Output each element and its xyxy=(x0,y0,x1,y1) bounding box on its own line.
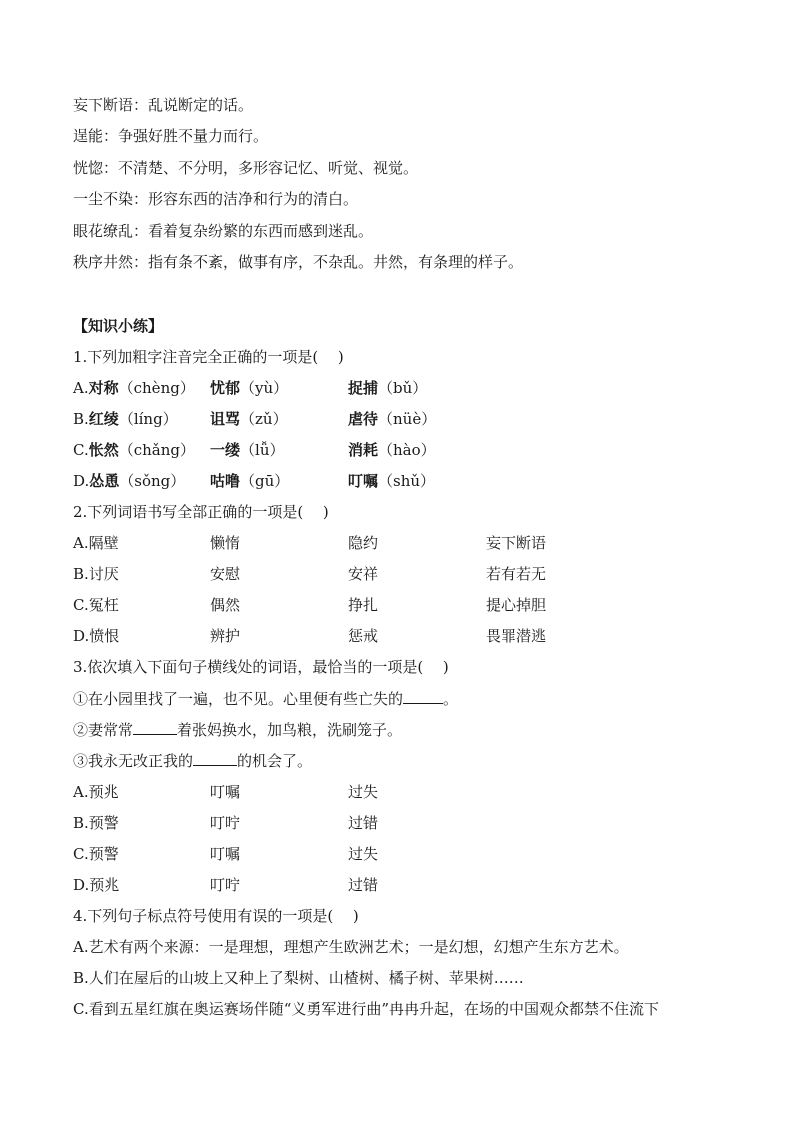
option-word: 辨护 xyxy=(210,627,241,645)
option-word: 隐约 xyxy=(348,534,379,552)
option-word: 隔壁 xyxy=(88,534,119,552)
pinyin: （chǎng） xyxy=(118,441,196,459)
sentence-text: ②妻常常 xyxy=(73,721,134,739)
option-label: C. xyxy=(73,441,89,459)
option-word: 惩戒 xyxy=(348,627,379,645)
option-label: A. xyxy=(73,534,89,552)
pinyin: （líng） xyxy=(118,410,178,428)
option-word: 妄下断语 xyxy=(486,534,547,552)
option-label: A. xyxy=(73,379,89,397)
option-word: 过错 xyxy=(348,876,379,894)
option-label: B. xyxy=(73,814,89,832)
fill-sentence xyxy=(73,751,312,771)
pinyin: （bǔ） xyxy=(378,379,428,397)
option-word: 捉捕 xyxy=(348,379,379,397)
option-word: 过失 xyxy=(348,845,379,863)
option-label: C. xyxy=(73,596,89,614)
option-label: B. xyxy=(73,565,89,583)
definition-line: 恍惚：不清楚、不分明，多形容记忆、听觉、视觉。 xyxy=(73,159,419,177)
pinyin: （sǒng） xyxy=(119,472,186,490)
option-label: D. xyxy=(73,876,90,894)
option-word: 若有若无 xyxy=(486,565,547,583)
option-word: 叮咛 xyxy=(210,876,241,894)
definition-line: 逞能：争强好胜不量力而行。 xyxy=(73,127,269,145)
option-word: 预警 xyxy=(88,814,119,832)
definition-line: 眼花缭乱：看着复杂纷繁的东西而感到迷乱。 xyxy=(73,222,374,240)
option-word: 叮嘱 xyxy=(210,783,241,801)
pinyin: （hào） xyxy=(378,441,436,459)
option-word: 讨厌 xyxy=(88,565,119,583)
pinyin: （yù） xyxy=(240,379,289,397)
option-label: B. xyxy=(73,410,89,428)
option-label: C. xyxy=(73,845,89,863)
option-word: 怂恿 xyxy=(89,472,120,490)
definition-line: 秩序井然：指有条不紊，做事有序，不杂乱。井然，有条理的样子。 xyxy=(73,253,524,271)
option-word: 过错 xyxy=(348,814,379,832)
pinyin: （lǚ） xyxy=(240,441,285,459)
option-word: 预警 xyxy=(88,845,119,863)
fill-sentence xyxy=(73,720,402,740)
fill-sentence xyxy=(73,689,458,709)
question-stem: 2.下列词语书写全部正确的一项是( ) xyxy=(73,503,329,521)
question-stem: 1.下列加粗字注音完全正确的一项是( ) xyxy=(73,348,344,366)
option-word: 预兆 xyxy=(88,783,119,801)
option-word: 红绫 xyxy=(88,410,119,428)
option-label: A. xyxy=(73,783,89,801)
option-word: 安慰 xyxy=(210,565,241,583)
q4-option-b: B.人们在屋后的山坡上又种上了梨树、山楂树、橘子树、苹果树…… xyxy=(73,969,524,987)
option-word: 对称 xyxy=(88,379,119,397)
definition-line: 一尘不染：形容东西的洁净和行为的清白。 xyxy=(73,190,359,208)
pinyin: （zǔ） xyxy=(240,410,288,428)
pinyin: （nüè） xyxy=(378,410,437,428)
answer-blank xyxy=(133,720,177,735)
pinyin: （chèng） xyxy=(118,379,195,397)
option-word: 叮嘱 xyxy=(210,845,241,863)
option-word: 偶然 xyxy=(210,596,241,614)
option-word: 挣扎 xyxy=(348,596,379,614)
pinyin: （shǔ） xyxy=(378,472,436,490)
answer-blank xyxy=(403,689,443,704)
question-stem: 3.依次填入下面句子横线处的词语，最恰当的一项是( ) xyxy=(73,658,449,676)
option-word: 安祥 xyxy=(348,565,379,583)
option-word: 诅骂 xyxy=(210,410,241,428)
option-word: 叮嘱 xyxy=(348,472,379,490)
option-word: 一缕 xyxy=(210,441,241,459)
sentence-text: 。 xyxy=(443,690,459,708)
sentence-text: ③我永无改正我的 xyxy=(73,752,194,770)
option-word: 咕噜 xyxy=(210,472,241,490)
option-label: D. xyxy=(73,472,90,490)
option-word: 畏罪潜逃 xyxy=(486,627,547,645)
option-word: 消耗 xyxy=(348,441,379,459)
option-word: 冤枉 xyxy=(88,596,119,614)
option-word: 预兆 xyxy=(89,876,120,894)
option-word: 提心掉胆 xyxy=(486,596,547,614)
q4-option-c: C.看到五星红旗在奥运赛场伴随“义勇军进行曲”冉冉升起，在场的中国观众都禁不住流下 xyxy=(73,1000,660,1018)
option-word: 怅然 xyxy=(88,441,119,459)
sentence-text: ①在小园里找了一遍，也不见。心里便有些亡失的 xyxy=(73,690,404,708)
pinyin: （gū） xyxy=(240,472,290,490)
sentence-text: 着张妈换水，加鸟粮，洗刷笼子。 xyxy=(177,721,403,739)
option-word: 懒惰 xyxy=(210,534,241,552)
q4-option-a: A.艺术有两个来源：一是理想，理想产生欧洲艺术；一是幻想，幻想产生东方艺术。 xyxy=(73,938,629,956)
option-word: 愤恨 xyxy=(89,627,120,645)
section-title: 【知识小练】 xyxy=(73,317,164,335)
option-word: 虐待 xyxy=(348,410,379,428)
definition-line: 妄下断语：乱说断定的话。 xyxy=(73,96,254,114)
option-word: 忧郁 xyxy=(210,379,241,397)
option-word: 叮咛 xyxy=(210,814,241,832)
answer-blank xyxy=(193,751,237,766)
question-stem: 4.下列句子标点符号使用有误的一项是( ) xyxy=(73,907,359,925)
option-word: 过失 xyxy=(348,783,379,801)
sentence-text: 的机会了。 xyxy=(237,752,313,770)
option-label: D. xyxy=(73,627,90,645)
